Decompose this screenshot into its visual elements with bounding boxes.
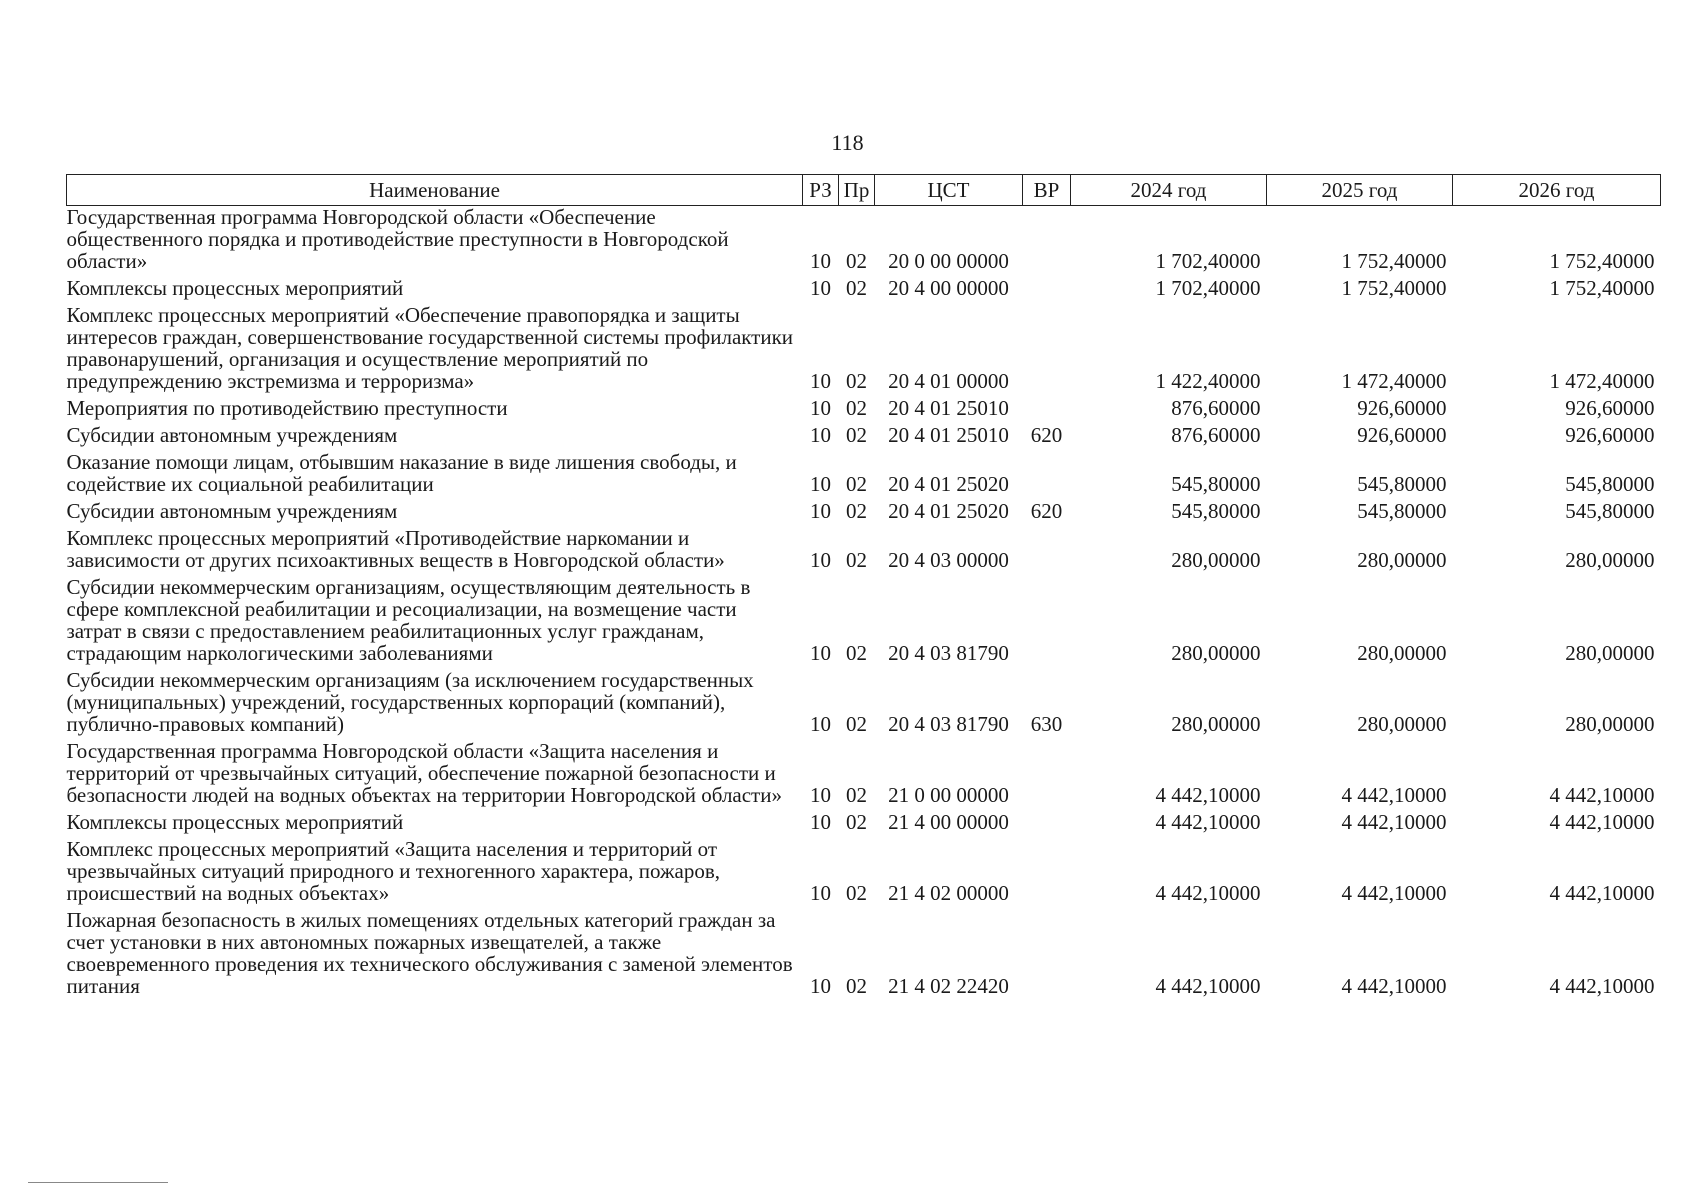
row-2025: 280,00000 xyxy=(1357,548,1447,572)
row-2026: 1 752,40000 xyxy=(1549,276,1655,300)
row-2024: 545,80000 xyxy=(1171,472,1261,496)
row-pr: 02 xyxy=(846,712,867,736)
row-2026: 545,80000 xyxy=(1565,472,1655,496)
row-vr xyxy=(1023,304,1071,397)
row-2025: 1 472,40000 xyxy=(1341,369,1447,393)
budget-table xyxy=(66,174,1661,1002)
row-cst: 21 0 00 00000 xyxy=(888,783,1009,807)
row-vr xyxy=(1023,397,1071,424)
table-row xyxy=(67,527,1661,576)
row-2026: 926,60000 xyxy=(1565,423,1655,447)
row-rz: 10 xyxy=(810,783,831,807)
row-pr: 02 xyxy=(846,423,867,447)
row-2026: 280,00000 xyxy=(1565,641,1655,665)
row-vr xyxy=(1023,740,1071,811)
header-cst: ЦСТ xyxy=(875,175,1023,206)
row-pr: 02 xyxy=(846,641,867,665)
row-pr: 02 xyxy=(846,881,867,905)
row-name: Комплекс процессных мероприятий «Обеспечение правопорядка и защиты интересов граждан, совершенствование государственной системы профилактики правонарушений, организация и осуществление мероприятий по предупреждению экстремизма и терроризма» xyxy=(66,303,794,393)
row-vr xyxy=(1023,451,1071,500)
header-rz: РЗ xyxy=(803,175,839,206)
row-2025: 4 442,10000 xyxy=(1341,783,1447,807)
row-cst: 21 4 02 22420 xyxy=(888,974,1009,998)
row-cst: 20 4 03 81790 xyxy=(888,641,1009,665)
row-pr: 02 xyxy=(846,499,867,523)
row-rz: 10 xyxy=(810,396,831,420)
row-cst: 20 4 01 25010 xyxy=(888,423,1009,447)
row-vr: 620 xyxy=(1030,423,1063,447)
header-2025: 2025 год xyxy=(1267,175,1453,206)
table-body xyxy=(67,206,1661,1003)
row-cst: 20 4 00 00000 xyxy=(888,276,1009,300)
row-rz: 10 xyxy=(810,641,831,665)
table-row xyxy=(67,669,1661,740)
row-2025: 545,80000 xyxy=(1357,499,1447,523)
row-pr: 02 xyxy=(846,369,867,393)
row-2025: 1 752,40000 xyxy=(1341,249,1447,273)
table-row xyxy=(67,576,1661,669)
row-2024: 876,60000 xyxy=(1171,423,1261,447)
table-row xyxy=(67,397,1661,424)
row-2026: 545,80000 xyxy=(1565,499,1655,523)
row-name: Комплекс процессных мероприятий «Защита населения и территорий от чрезвычайных ситуаций природного и техногенного характера, пожаров, происшествий на водных объектах» xyxy=(66,837,721,905)
row-pr: 02 xyxy=(846,783,867,807)
header-2026: 2026 год xyxy=(1453,175,1661,206)
row-name: Комплексы процессных мероприятий xyxy=(66,276,404,300)
row-cst: 20 4 01 00000 xyxy=(888,369,1009,393)
row-name: Субсидии автономным учреждениям xyxy=(66,423,398,447)
row-cst: 20 4 01 25020 xyxy=(888,472,1009,496)
row-2025: 280,00000 xyxy=(1357,641,1447,665)
header-pr: Пр xyxy=(839,175,875,206)
row-2026: 280,00000 xyxy=(1565,548,1655,572)
row-vr xyxy=(1023,811,1071,838)
row-cst: 21 4 02 00000 xyxy=(888,881,1009,905)
table-row xyxy=(67,500,1661,527)
row-rz: 10 xyxy=(810,472,831,496)
row-2025: 545,80000 xyxy=(1357,472,1447,496)
row-2026: 4 442,10000 xyxy=(1549,810,1655,834)
row-2024: 1 422,40000 xyxy=(1155,369,1261,393)
row-2026: 4 442,10000 xyxy=(1549,881,1655,905)
row-name: Субсидии автономным учреждениям xyxy=(66,499,398,523)
header-vr: ВР xyxy=(1023,175,1071,206)
row-vr xyxy=(1023,838,1071,909)
row-name: Государственная программа Новгородской области «Обеспечение общественного порядка и противодействие преступности в Новгородской области» xyxy=(66,205,729,273)
row-2026: 4 442,10000 xyxy=(1549,974,1655,998)
table-row xyxy=(67,451,1661,500)
table-row xyxy=(67,838,1661,909)
row-pr: 02 xyxy=(846,249,867,273)
row-2024: 280,00000 xyxy=(1171,641,1261,665)
row-rz: 10 xyxy=(810,369,831,393)
row-2026: 280,00000 xyxy=(1565,712,1655,736)
row-vr xyxy=(1023,206,1071,278)
row-vr xyxy=(1023,277,1071,304)
row-2024: 876,60000 xyxy=(1171,396,1261,420)
row-2024: 4 442,10000 xyxy=(1155,783,1261,807)
row-name: Комплекс процессных мероприятий «Противодействие наркомании и зависимости от других психоактивных веществ в Новгородской области» xyxy=(66,526,725,572)
row-name: Мероприятия по противодействию преступности xyxy=(66,396,508,420)
row-name: Оказание помощи лицам, отбывшим наказание в виде лишения свободы, и содействие их социальной реабилитации xyxy=(66,450,737,496)
row-2026: 1 752,40000 xyxy=(1549,249,1655,273)
row-cst: 20 4 03 81790 xyxy=(888,712,1009,736)
table-row xyxy=(67,206,1661,278)
row-2025: 280,00000 xyxy=(1357,712,1447,736)
row-rz: 10 xyxy=(810,276,831,300)
page-number: 118 xyxy=(831,130,864,155)
row-cst: 21 4 00 00000 xyxy=(888,810,1009,834)
row-2024: 4 442,10000 xyxy=(1155,881,1261,905)
row-vr: 630 xyxy=(1030,712,1063,736)
row-2024: 4 442,10000 xyxy=(1155,974,1261,998)
table-row xyxy=(67,811,1661,838)
row-vr xyxy=(1023,527,1071,576)
footer-divider xyxy=(28,1182,168,1183)
table-row xyxy=(67,740,1661,811)
table-row xyxy=(67,277,1661,304)
row-2025: 926,60000 xyxy=(1357,423,1447,447)
row-name: Субсидии некоммерческим организациям (за исключением государственных (муниципальных) учреждений, государственных корпораций (компаний), публично-правовых компаний) xyxy=(66,668,754,736)
row-2025: 926,60000 xyxy=(1357,396,1447,420)
row-pr: 02 xyxy=(846,276,867,300)
row-rz: 10 xyxy=(810,881,831,905)
row-pr: 02 xyxy=(846,548,867,572)
row-pr: 02 xyxy=(846,974,867,998)
row-rz: 10 xyxy=(810,810,831,834)
row-pr: 02 xyxy=(846,396,867,420)
row-rz: 10 xyxy=(810,423,831,447)
table-row xyxy=(67,909,1661,1002)
row-cst: 20 4 01 25010 xyxy=(888,396,1009,420)
header-row xyxy=(67,175,1661,206)
header-name: Наименование xyxy=(67,175,803,206)
row-2024: 1 702,40000 xyxy=(1155,276,1261,300)
row-2025: 4 442,10000 xyxy=(1341,881,1447,905)
row-2026: 926,60000 xyxy=(1565,396,1655,420)
row-2024: 1 702,40000 xyxy=(1155,249,1261,273)
table-row xyxy=(67,424,1661,451)
row-2024: 545,80000 xyxy=(1171,499,1261,523)
row-cst: 20 4 01 25020 xyxy=(888,499,1009,523)
row-cst: 20 0 00 00000 xyxy=(888,249,1009,273)
row-name: Комплексы процессных мероприятий xyxy=(66,810,404,834)
row-name: Субсидии некоммерческим организациям, осуществляющим деятельность в сфере комплексной реабилитации и ресоциализации, на возмещение части затрат в связи с предоставлением реабилитационных услуг гражданам, страдающим наркологическими заболеваниями xyxy=(66,575,751,665)
row-cst: 20 4 03 00000 xyxy=(888,548,1009,572)
row-2025: 4 442,10000 xyxy=(1341,810,1447,834)
row-pr: 02 xyxy=(846,810,867,834)
row-2024: 280,00000 xyxy=(1171,712,1261,736)
row-name: Государственная программа Новгородской области «Защита населения и территорий от чрезвычайных ситуаций, обеспечение пожарной безопасности и безопасности людей на водных объектах на территории Новгородской области» xyxy=(66,739,782,807)
row-vr xyxy=(1023,576,1071,669)
row-2026: 4 442,10000 xyxy=(1549,783,1655,807)
row-2026: 1 472,40000 xyxy=(1549,369,1655,393)
row-2025: 1 752,40000 xyxy=(1341,276,1447,300)
row-2025: 4 442,10000 xyxy=(1341,974,1447,998)
row-rz: 10 xyxy=(810,712,831,736)
row-vr: 620 xyxy=(1030,499,1063,523)
row-rz: 10 xyxy=(810,974,831,998)
row-rz: 10 xyxy=(810,249,831,273)
row-pr: 02 xyxy=(846,472,867,496)
header-2024: 2024 год xyxy=(1071,175,1267,206)
row-vr xyxy=(1023,909,1071,1002)
table-row xyxy=(67,304,1661,397)
row-rz: 10 xyxy=(810,499,831,523)
row-2024: 280,00000 xyxy=(1171,548,1261,572)
row-name: Пожарная безопасность в жилых помещениях отдельных категорий граждан за счет установки в них автономных пожарных извещателей, а также своевременного проведения их технического обслуживания с заменой элементов питания xyxy=(66,908,793,998)
row-rz: 10 xyxy=(810,548,831,572)
row-2024: 4 442,10000 xyxy=(1155,810,1261,834)
